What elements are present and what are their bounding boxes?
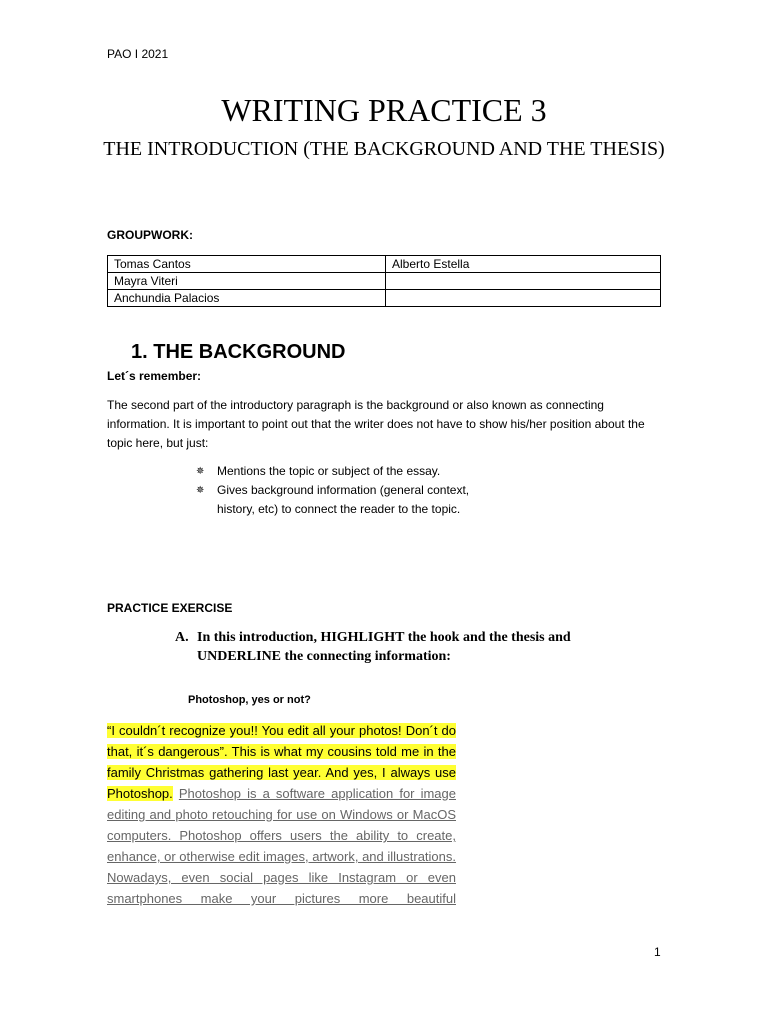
table-cell: Tomas Cantos — [108, 256, 386, 273]
page-number: 1 — [654, 945, 661, 959]
lets-remember-label: Let´s remember: — [107, 369, 202, 383]
instruction-letter: A. — [175, 630, 189, 645]
header-tag: PAO I 2021 — [107, 47, 169, 61]
bullet-icon: ✵ — [196, 466, 205, 477]
table-cell: Anchundia Palacios — [108, 290, 386, 307]
table-cell: Alberto Estella — [386, 256, 661, 273]
page-subtitle: THE INTRODUCTION (THE BACKGROUND AND THE THESIS) — [103, 138, 665, 160]
list-item — [196, 462, 476, 481]
groupwork-label: GROUPWORK: — [107, 228, 193, 242]
table-cell — [386, 273, 661, 290]
background-paragraph: The second part of the introductory paragraph is the background or also known as connecting information. It is important to point out that the writer does not have to show his/her position about the topic here, but just: — [107, 398, 645, 450]
table-cell — [386, 290, 661, 307]
instruction — [175, 628, 595, 666]
highlighted-text: “I couldn´t recognize you!! You edit all your photos! Don´t do that, it´s dangerous”. This is what my cousins told me in the family Christmas gathering last year. And yes, I always use Photoshop. — [107, 723, 456, 801]
group-table — [107, 255, 661, 307]
table-row — [108, 256, 661, 273]
underlined-text: Photoshop is a software application for image editing and photo retouching for use on Windows or MacOS computers. Photoshop offers users the ability to create, enhance, or otherwise edit images, artwork, and illustrations. Nowadays, even social pages like Instagram or even smartphones make your pictures more beautiful — [107, 786, 457, 906]
essay-paragraph — [107, 720, 456, 909]
list-item-text: Gives background information (general context, history, etc) to connect the reader to the topic. — [217, 483, 470, 516]
table-row — [108, 290, 661, 307]
instruction-text: In this introduction, HIGHLIGHT the hook and the thesis and UNDERLINE the connecting information: — [197, 630, 571, 664]
essay-title: Photoshop, yes or not? — [188, 694, 311, 706]
list-item-text: Mentions the topic or subject of the essay. — [217, 464, 441, 478]
page-title: WRITING PRACTICE 3 — [221, 92, 547, 128]
table-row — [108, 273, 661, 290]
table-cell: Mayra Viteri — [108, 273, 386, 290]
section-heading: 1. THE BACKGROUND — [131, 341, 346, 363]
practice-label: PRACTICE EXERCISE — [107, 601, 233, 615]
bullet-list — [196, 462, 476, 519]
list-item — [196, 481, 476, 519]
bullet-icon: ✵ — [196, 485, 205, 496]
